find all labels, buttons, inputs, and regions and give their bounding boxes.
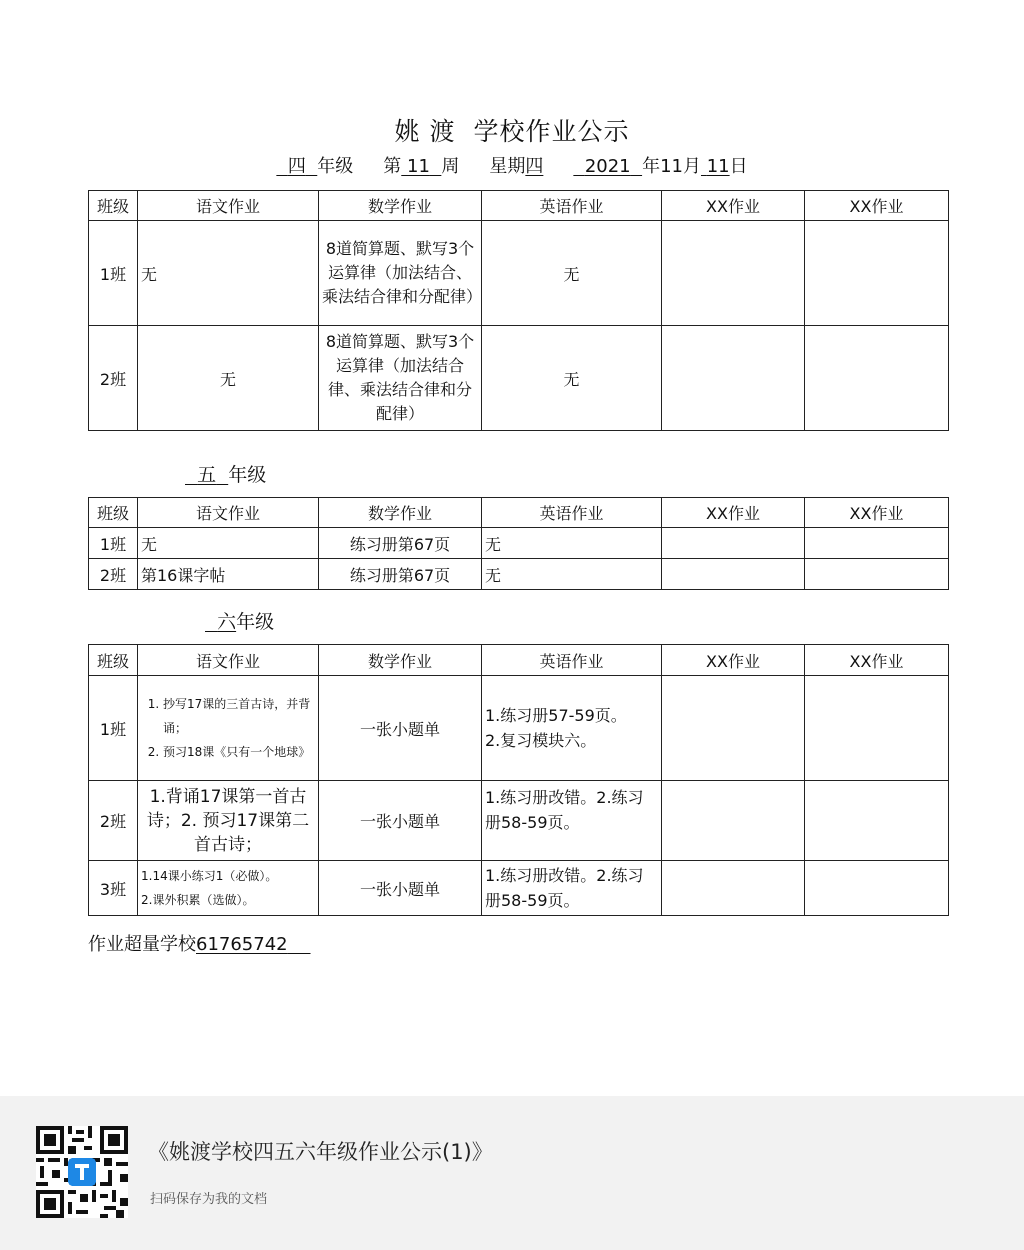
math-cell: 8道简算题、默写3个运算律（加法结合律、乘法结合律和分配律） xyxy=(319,326,482,431)
xx1-cell xyxy=(662,326,805,431)
col-chinese: 语文作业 xyxy=(138,645,319,676)
document-title: 《姚渡学校四五六年级作业公示(1)》 xyxy=(148,1140,493,1164)
grade6-value: 六 xyxy=(217,611,237,633)
table-row xyxy=(89,528,949,559)
english-cell: 1.练习册改错。2.练习册58-59页。 xyxy=(482,781,662,861)
weekday-value: 四 xyxy=(525,156,544,177)
english-line: 2.复习模块六。 xyxy=(485,731,597,750)
math-cell: 练习册第67页 xyxy=(319,528,482,559)
grade-label: 年级 xyxy=(317,156,354,177)
table-row xyxy=(89,326,949,431)
col-class: 班级 xyxy=(89,498,138,528)
col-class: 班级 xyxy=(89,191,138,221)
class-cell: 2班 xyxy=(89,559,138,590)
chinese-cell: 1.背诵17课第一首古诗；2. 预习17课第二首古诗； xyxy=(138,781,319,861)
chinese-cell: 无 xyxy=(138,326,319,431)
col-class: 班级 xyxy=(89,645,138,676)
xx2-cell xyxy=(805,676,949,781)
col-xx1: XX作业 xyxy=(662,645,805,676)
grade6-label: 年级 xyxy=(236,611,275,633)
grade6-heading xyxy=(205,607,274,634)
class-cell: 1班 xyxy=(89,676,138,781)
chinese-cell xyxy=(138,861,319,916)
chinese-list xyxy=(141,692,315,764)
week-value: 11 xyxy=(407,156,430,177)
chinese-line: 2.课外积累（选做）。 xyxy=(141,893,255,907)
page-title xyxy=(0,112,1024,148)
week-prefix: 第 xyxy=(383,156,402,177)
class-cell: 1班 xyxy=(89,221,138,326)
day-value: 11 xyxy=(706,156,730,177)
class-cell: 2班 xyxy=(89,781,138,861)
col-xx2: XX作业 xyxy=(805,645,949,676)
chinese-cell: 第16课字帖 xyxy=(138,559,319,590)
math-cell: 练习册第67页 xyxy=(319,559,482,590)
col-xx1: XX作业 xyxy=(662,191,805,221)
xx2-cell xyxy=(805,326,949,431)
grade4-table xyxy=(88,190,949,431)
english-cell xyxy=(482,676,662,781)
month-text: 年11月 xyxy=(642,156,701,177)
col-english: 英语作业 xyxy=(482,191,662,221)
year-value: 2021 xyxy=(584,156,631,177)
english-cell: 无 xyxy=(482,326,662,431)
table-header-row xyxy=(89,498,949,528)
school-name: 姚 渡 xyxy=(394,117,456,146)
col-english: 英语作业 xyxy=(482,645,662,676)
table-row xyxy=(89,781,949,861)
math-cell: 一张小题单 xyxy=(319,861,482,916)
english-line: 1.练习册57-59页。 xyxy=(485,706,627,725)
col-math: 数学作业 xyxy=(319,645,482,676)
xx2-cell xyxy=(805,221,949,326)
grade5-value: 五 xyxy=(197,464,217,486)
table-header-row xyxy=(89,645,949,676)
table-row xyxy=(89,559,949,590)
xx1-cell xyxy=(662,559,805,590)
col-xx1: XX作业 xyxy=(662,498,805,528)
math-cell: 一张小题单 xyxy=(319,781,482,861)
grade5-label: 年级 xyxy=(228,464,267,486)
english-cell: 1.练习册改错。2.练习册58-59页。 xyxy=(482,861,662,916)
english-cell: 无 xyxy=(482,221,662,326)
chinese-cell: 无 xyxy=(138,221,319,326)
col-xx2: XX作业 xyxy=(805,498,949,528)
xx1-cell xyxy=(662,781,805,861)
scan-hint: 扫码保存为我的文档 xyxy=(150,1192,268,1207)
grade-value: 四 xyxy=(287,156,306,177)
col-xx2: XX作业 xyxy=(805,191,949,221)
overload-phone: 61765742 xyxy=(196,934,288,955)
grade5-table xyxy=(88,497,949,590)
weekday-prefix: 星期 xyxy=(489,156,526,177)
english-cell: 无 xyxy=(482,528,662,559)
class-cell: 2班 xyxy=(89,326,138,431)
col-math: 数学作业 xyxy=(319,498,482,528)
xx1-cell xyxy=(662,221,805,326)
list-item: 1. 抄写17课的三首古诗，并背诵； xyxy=(163,692,315,740)
table-row xyxy=(89,861,949,916)
list-item: 2. 预习18课《只有一个地球》 xyxy=(163,740,315,764)
chinese-cell: 无 xyxy=(138,528,319,559)
xx1-cell xyxy=(662,861,805,916)
xx2-cell xyxy=(805,528,949,559)
xx1-cell xyxy=(662,528,805,559)
bottom-bar xyxy=(0,1096,1024,1250)
table-row xyxy=(89,221,949,326)
day-suffix: 日 xyxy=(729,156,748,177)
table-header-row xyxy=(89,191,949,221)
math-cell: 8道简算题、默写3个运算律（加法结合、乘法结合律和分配律） xyxy=(319,221,482,326)
grade6-table xyxy=(88,644,949,916)
overload-report-line xyxy=(88,930,311,956)
xx1-cell xyxy=(662,676,805,781)
col-chinese: 语文作业 xyxy=(138,191,319,221)
xx2-cell xyxy=(805,781,949,861)
col-chinese: 语文作业 xyxy=(138,498,319,528)
col-english: 英语作业 xyxy=(482,498,662,528)
overload-label: 作业超量学校 xyxy=(88,934,196,955)
qr-code-icon[interactable] xyxy=(36,1126,128,1218)
english-cell: 无 xyxy=(482,559,662,590)
chinese-line: 1.14课小练习1（必做）。 xyxy=(141,869,278,883)
table-row xyxy=(89,676,949,781)
chinese-cell xyxy=(138,676,319,781)
class-cell: 1班 xyxy=(89,528,138,559)
math-cell: 一张小题单 xyxy=(319,676,482,781)
xx2-cell xyxy=(805,559,949,590)
col-math: 数学作业 xyxy=(319,191,482,221)
date-line xyxy=(0,152,1024,178)
xx2-cell xyxy=(805,861,949,916)
grade5-heading xyxy=(185,460,266,487)
class-cell: 3班 xyxy=(89,861,138,916)
week-suffix: 周 xyxy=(441,156,460,177)
title-text: 学校作业公示 xyxy=(473,117,630,146)
